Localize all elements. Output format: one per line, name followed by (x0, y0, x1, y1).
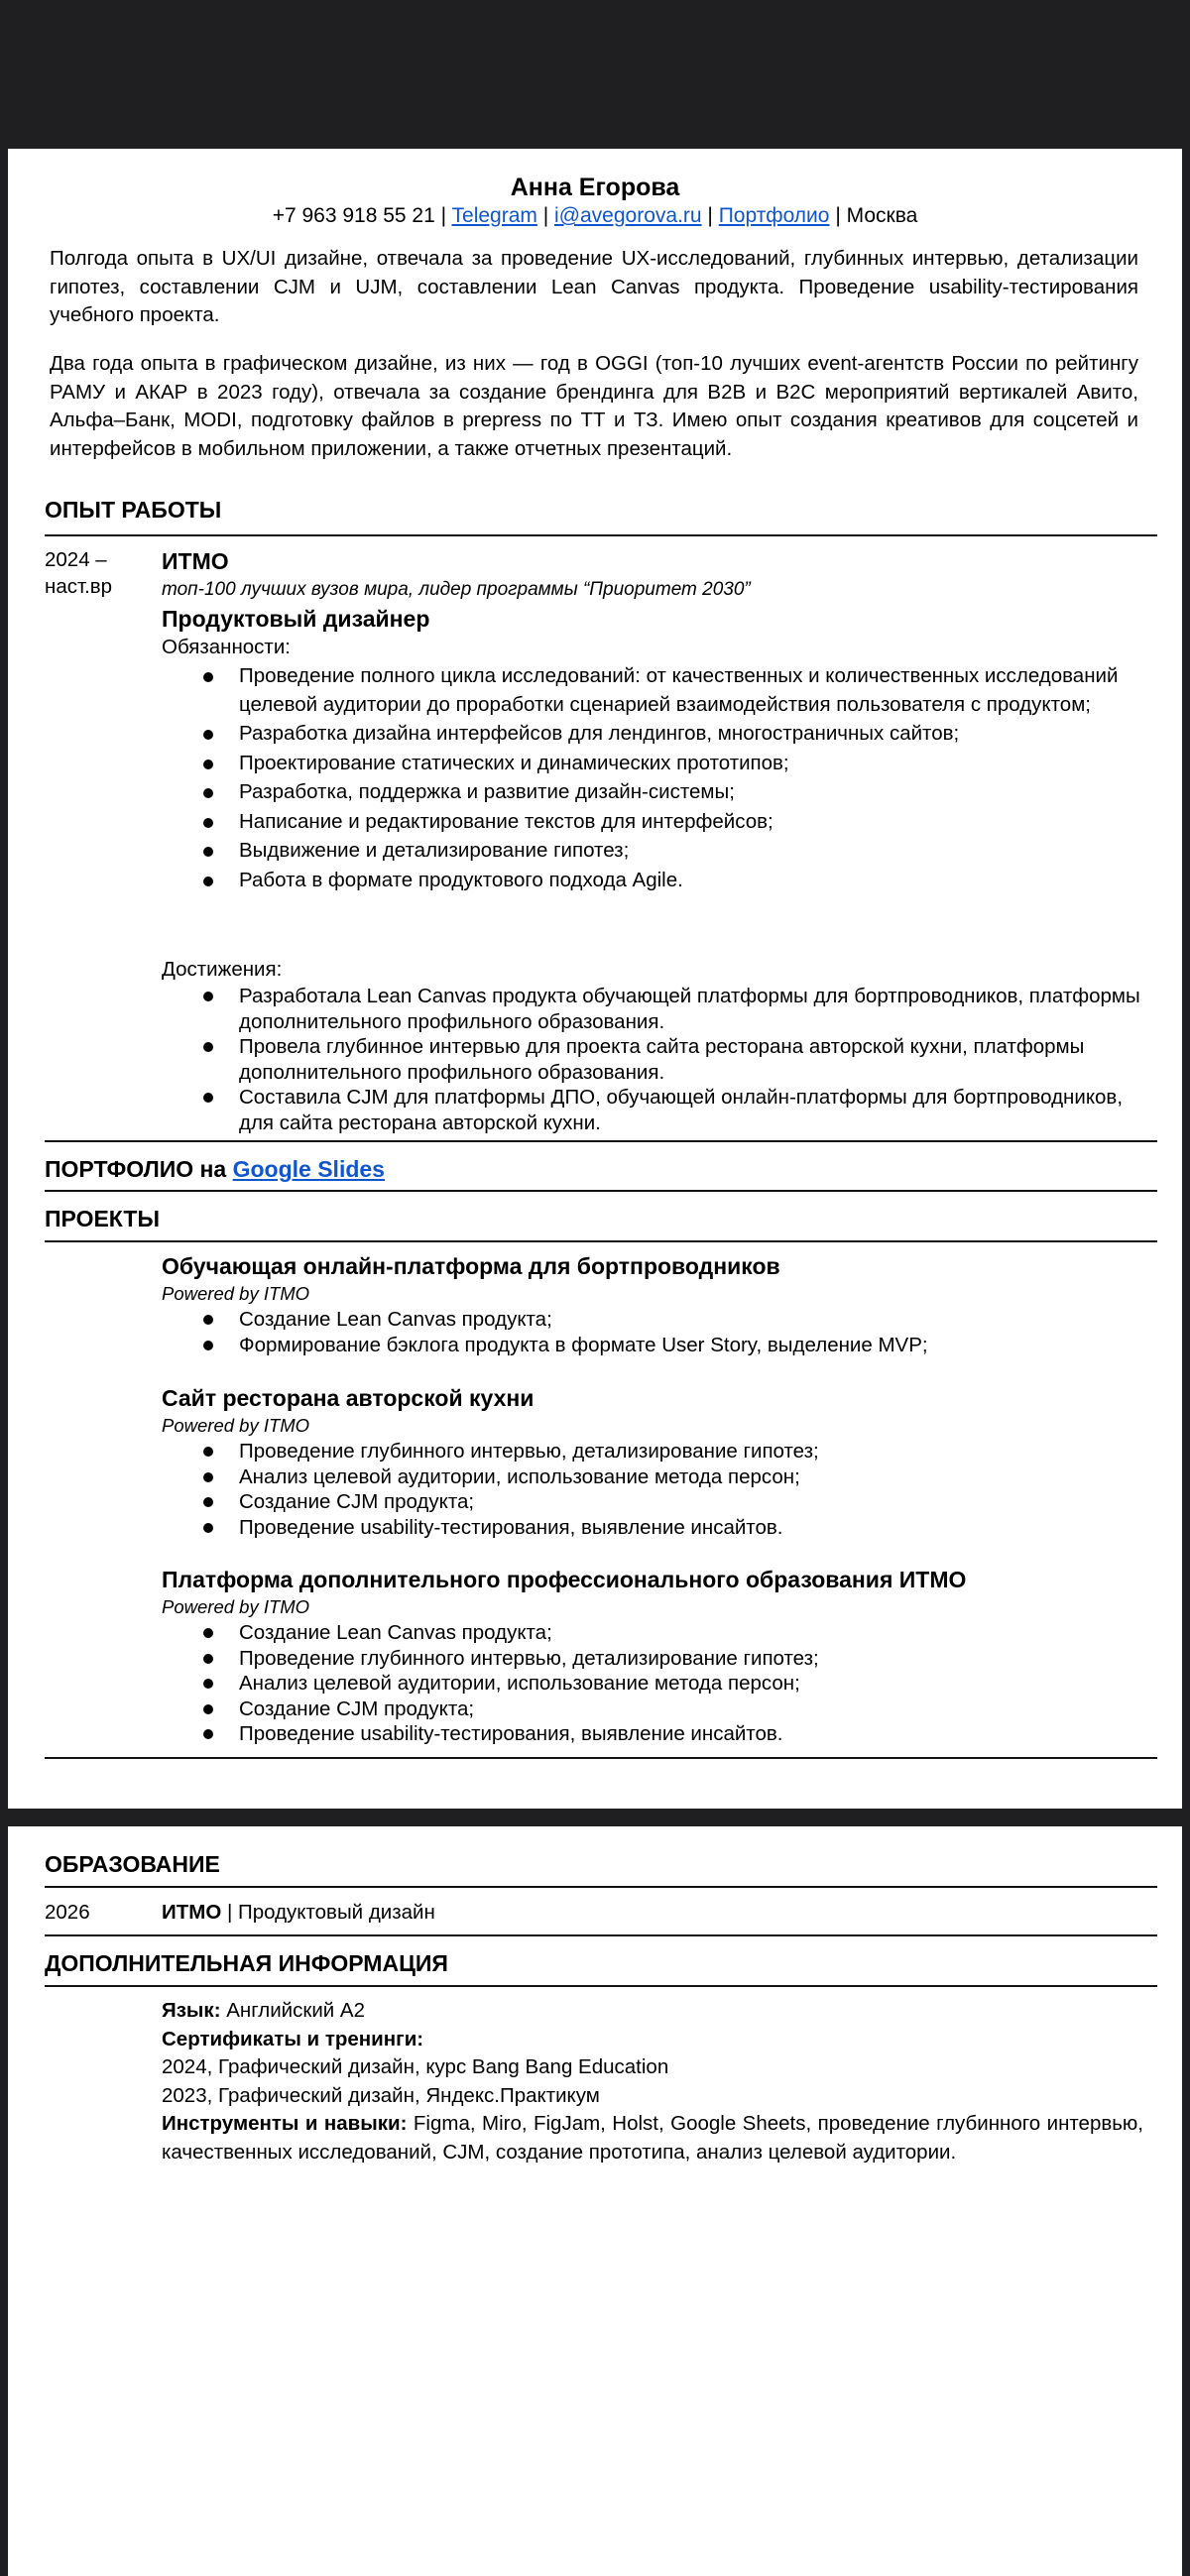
certificate-item: 2024, Графический дизайн, курс Bang Bang Education (162, 2055, 669, 2078)
project-bullets (162, 1307, 1143, 1357)
section-divider (45, 534, 1157, 536)
experience-date-end: наст.вр (45, 575, 113, 598)
phone-number: +7 963 918 55 21 (272, 204, 435, 227)
portfolio-prefix: ПОРТФОЛИО на (45, 1156, 233, 1182)
list-item: Проведение глубинного интервью, детализирование гипотез; (162, 1439, 1143, 1464)
duties-label: Обязанности: (162, 636, 291, 658)
experience-org: ИТМО (162, 548, 229, 574)
list-item: Выдвижение и детализирование гипотез; (162, 837, 1143, 866)
experience-role: Продуктовый дизайнер (162, 606, 430, 632)
education-year: 2026 (45, 1901, 90, 1924)
education-section-title: ОБРАЗОВАНИЕ (45, 1851, 220, 1877)
section-divider (45, 1140, 1157, 1142)
language-value: Английский A2 (220, 1999, 366, 2022)
project-bullets (162, 1439, 1143, 1540)
project-title: Сайт ресторана авторской кухни (162, 1385, 535, 1411)
separator: | (829, 204, 847, 227)
list-item: Проведение usability-тестирования, выявление инсайтов. (162, 1515, 1143, 1541)
resume-page-1 (8, 149, 1182, 1809)
list-item: Разработка дизайна интерфейсов для лендингов, многостраничных сайтов; (162, 720, 1143, 749)
education-entry (162, 1899, 435, 1926)
separator: | (434, 204, 452, 227)
tools-line (162, 2110, 1143, 2166)
list-item: Проведение usability-тестирования, выявление инсайтов. (162, 1721, 1143, 1747)
education-program: | Продуктовый дизайн (221, 1901, 435, 1924)
city: Москва (846, 204, 918, 227)
language-label: Язык: (162, 1999, 221, 2022)
project-bullets (162, 1620, 1143, 1747)
project-powered-by: Powered by ITMO (162, 1283, 310, 1304)
list-item: Проведение полного цикла исследований: от качественных и количественных исследований целевой аудитории до проработки сценарией взаимодействия пользователя с продуктом; (162, 662, 1143, 719)
list-item: Провела глубинное интервью для проекта сайта ресторана авторской кухни, платформы дополнительного профильного образования. (162, 1034, 1143, 1085)
achievements-list (162, 984, 1143, 1135)
projects-section-title: ПРОЕКТЫ (45, 1206, 160, 1231)
resume-page-2 (8, 1826, 1182, 2576)
list-item: Анализ целевой аудитории, использование метода персон; (162, 1671, 1143, 1697)
summary-paragraph-1: Полгода опыта в UX/UI дизайне, отвечала за проведение UX-исследований, глубинных интервью, детализации гипотез, составлении CJM и UJM, составлении Lean Canvas продукта. Проведение usability-тестирования учебного проекта. (50, 247, 1138, 326)
section-divider (45, 1985, 1157, 1987)
experience-section-title: ОПЫТ РАБОТЫ (45, 497, 222, 523)
additional-section-title: ДОПОЛНИТЕЛЬНАЯ ИНФОРМАЦИЯ (45, 1950, 448, 1976)
duties-list (162, 662, 1143, 895)
list-item: Работа в формате продуктового подхода Agile. (162, 867, 1143, 895)
section-divider (45, 1886, 1157, 1888)
project-powered-by: Powered by ITMO (162, 1415, 310, 1436)
summary-paragraph-2: Два года опыта в графическом дизайне, из них — год в OGGI (топ-10 лучших event-агентств России по рейтингу РАМУ и АКАР в 2023 году), отвечала за создание брендинга для B2B и B2C мероприятий вертикалей Авито, Альфа–Банк, MODI, подготовку файлов в prepress по ТТ и ТЗ. Имею опыт создания креативов для соцсетей и интерфейсов в мобильном приложении, а также отчетных презентаций. (50, 352, 1138, 460)
certificate-item: 2023, Графический дизайн, Яндекс.Практикум (162, 2083, 600, 2107)
list-item: Разработка, поддержка и развитие дизайн-системы; (162, 778, 1143, 807)
list-item: Создание Lean Canvas продукта; (162, 1307, 1143, 1333)
list-item: Анализ целевой аудитории, использование метода персон; (162, 1464, 1143, 1490)
language-line (162, 1997, 1143, 2026)
separator: | (701, 204, 719, 227)
section-divider (45, 1240, 1157, 1242)
section-divider (45, 1934, 1157, 1936)
list-item: Создание CJM продукта; (162, 1489, 1143, 1515)
additional-info (162, 1997, 1143, 2166)
achievements-label: Достижения: (162, 958, 283, 981)
certificates-label-text: Сертификаты и тренинги: (162, 2027, 424, 2050)
portfolio-link[interactable]: Портфолио (718, 204, 830, 227)
list-item: Разработала Lean Canvas продукта обучающей платформы для бортпроводников, платформы дополнительного профильного образования. (162, 984, 1143, 1034)
email-link[interactable]: i@avegorova.ru (554, 204, 702, 227)
list-item: Создание Lean Canvas продукта; (162, 1620, 1143, 1646)
experience-org-note: топ-100 лучших вузов мира, лидер программы “Приоритет 2030” (162, 579, 751, 600)
candidate-name: Анна Егорова (510, 174, 680, 201)
experience-date-start: 2024 – (45, 548, 107, 571)
list-item: Формирование бэклога продукта в формате User Story, выделение MVP; (162, 1333, 1143, 1358)
separator: | (536, 204, 555, 227)
tools-label: Инструменты и навыки: (162, 2112, 408, 2135)
portfolio-section-title (45, 1155, 385, 1183)
contact-line (8, 202, 1182, 230)
project-title: Обучающая онлайн-платформа для бортпроводников (162, 1253, 780, 1279)
telegram-link[interactable]: Telegram (451, 204, 537, 227)
list-item: Проектирование статических и динамических прототипов; (162, 750, 1143, 778)
experience-date (45, 546, 144, 600)
google-slides-link[interactable]: Google Slides (232, 1156, 385, 1182)
list-item: Составила CJM для платформы ДПО, обучающей онлайн-платформы для бортпроводников, для сайта ресторана авторской кухни. (162, 1085, 1143, 1135)
project-title: Платформа дополнительного профессионального образования ИТМО (162, 1567, 967, 1592)
list-item: Создание CJM продукта; (162, 1697, 1143, 1722)
list-item: Проведение глубинного интервью, детализирование гипотез; (162, 1646, 1143, 1672)
project-powered-by: Powered by ITMO (162, 1596, 310, 1617)
list-item: Написание и редактирование текстов для интерфейсов; (162, 808, 1143, 837)
section-divider (45, 1190, 1157, 1192)
section-divider (45, 1757, 1157, 1759)
education-org: ИТМО (162, 1901, 222, 1924)
tools-value: Figma, Miro, FigJam, Holst, Google Sheets, проведение глубинного интервью, качественных исследований, CJM, создание прототипа, анализ целевой аудитории. (162, 2112, 1144, 2164)
certificates-label (162, 2026, 1143, 2054)
